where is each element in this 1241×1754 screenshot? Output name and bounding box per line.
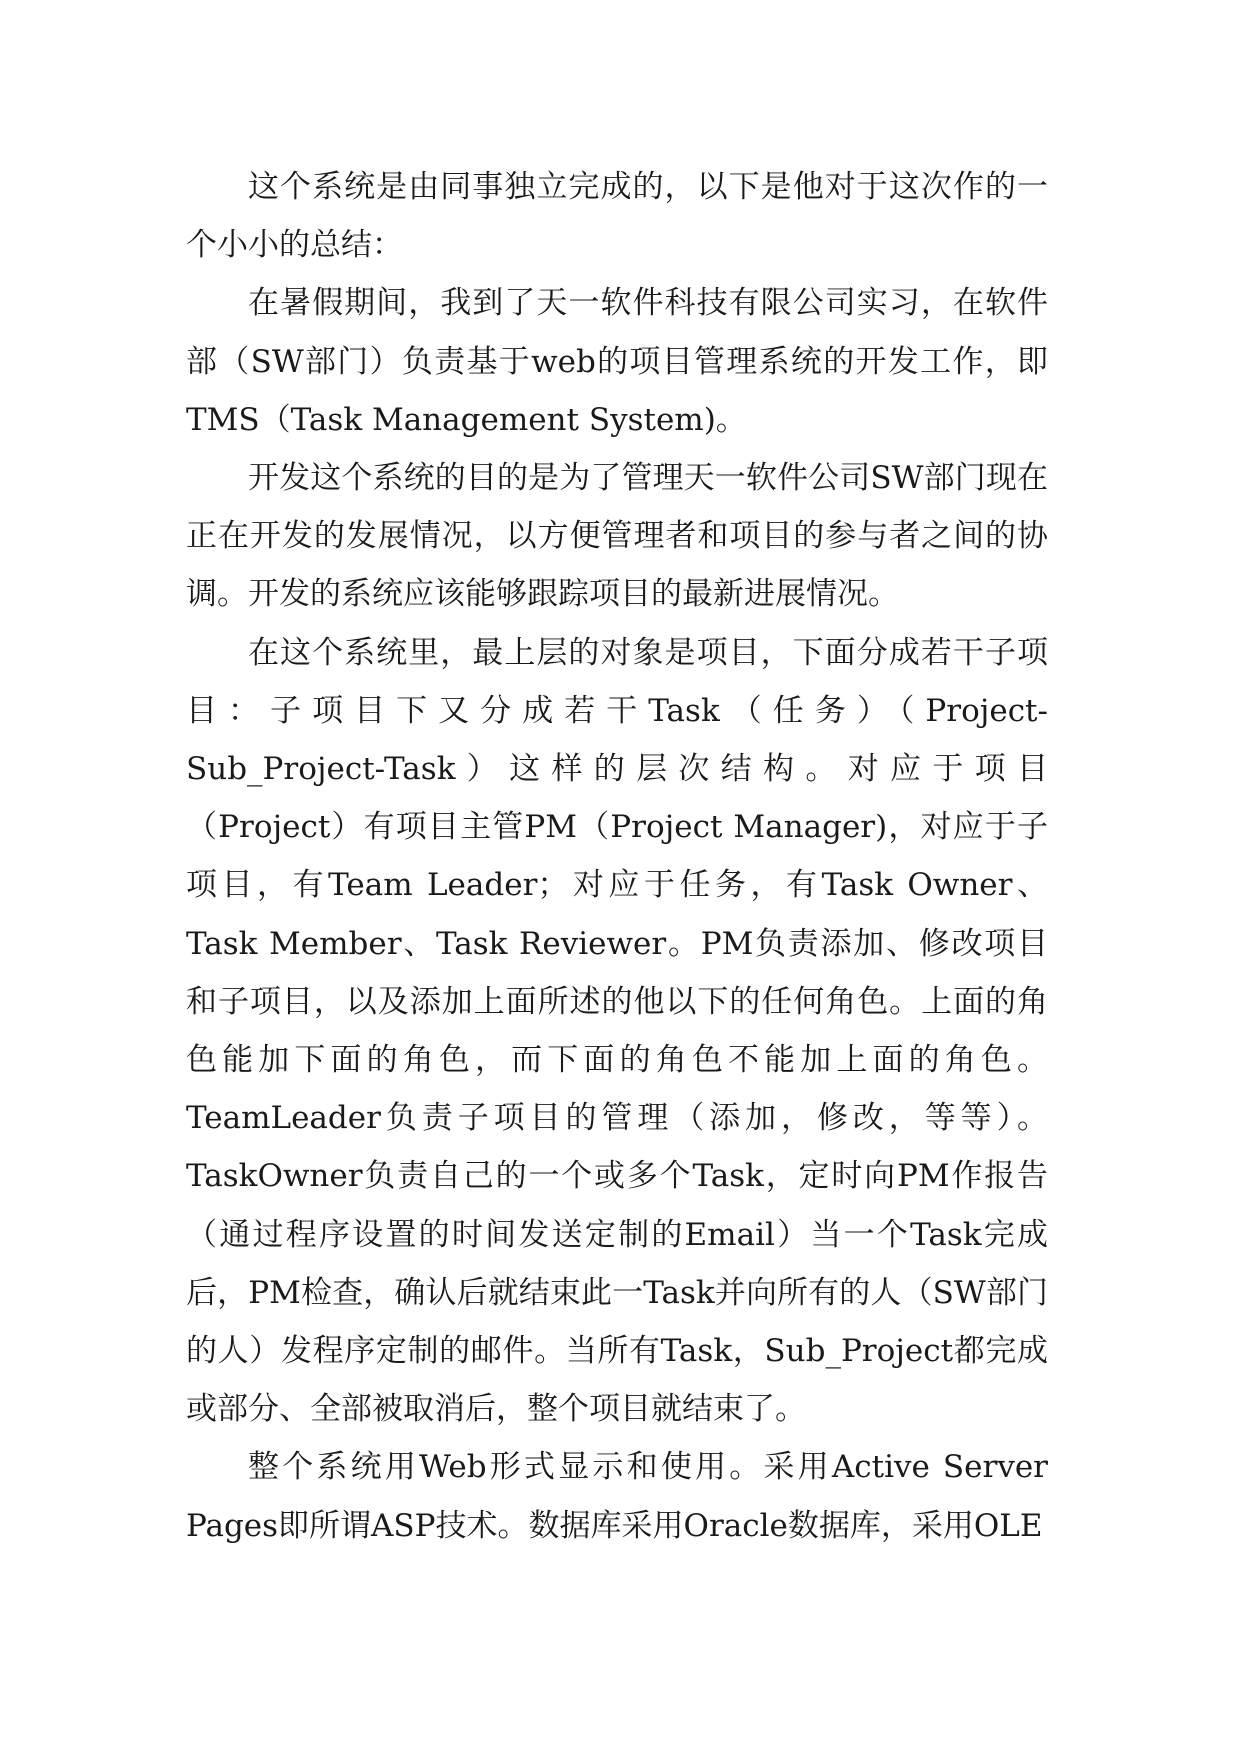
- paragraph-structure: 在这个系统里，最上层的对象是项目，下面分成若干子项目：子项目下又分成若干Task（任务）（Project-Sub_Project-Task）这样的层次结构。对应于项目（Project）有项目主管PM（Project Manager)，对应于子项目，有Team Leader；对应于任务，有Task Owner、Task Member、Task Reviewer。PM负责添加、修改项目和子项目，以及添加上面所述的他以下的任何角色。上面的角色能加下面的角色，而下面的角色不能加上面的角色。TeamLeader负责子项目的管理（添加，修改，等等）。TaskOwner负责自己的一个或多个Task，定时向PM作报告（通过程序设置的时间发送定制的Email）当一个Task完成后，PM检查，确认后就结束此一Task并向所有的人（SW部门的人）发程序定制的邮件。当所有Task，Sub_Project都完成或部分、全部被取消后，整个项目就结束了。: [186, 634, 1048, 1428]
- document-body: [186, 158, 1048, 1555]
- paragraph-purpose: 开发这个系统的目的是为了管理天一软件公司SW部门现在正在开发的发展情况，以方便管理者和项目的参与者之间的协调。开发的系统应该能够跟踪项目的最新进展情况。: [186, 460, 1048, 613]
- paragraph-internship: 在暑假期间，我到了天一软件科技有限公司实习，在软件部（SW部门）负责基于web的项目管理系统的开发工作，即TMS（Task Management System)。: [186, 285, 1048, 438]
- paragraph-summary-intro: 这个系统是由同事独立完成的，以下是他对于这次作的一个小小的总结：: [186, 169, 1048, 264]
- paragraph-technology: 整个系统用Web形式显示和使用。采用Active Server Pages即所谓ASP技术。数据库采用Oracle数据库，采用OLE: [186, 1449, 1048, 1544]
